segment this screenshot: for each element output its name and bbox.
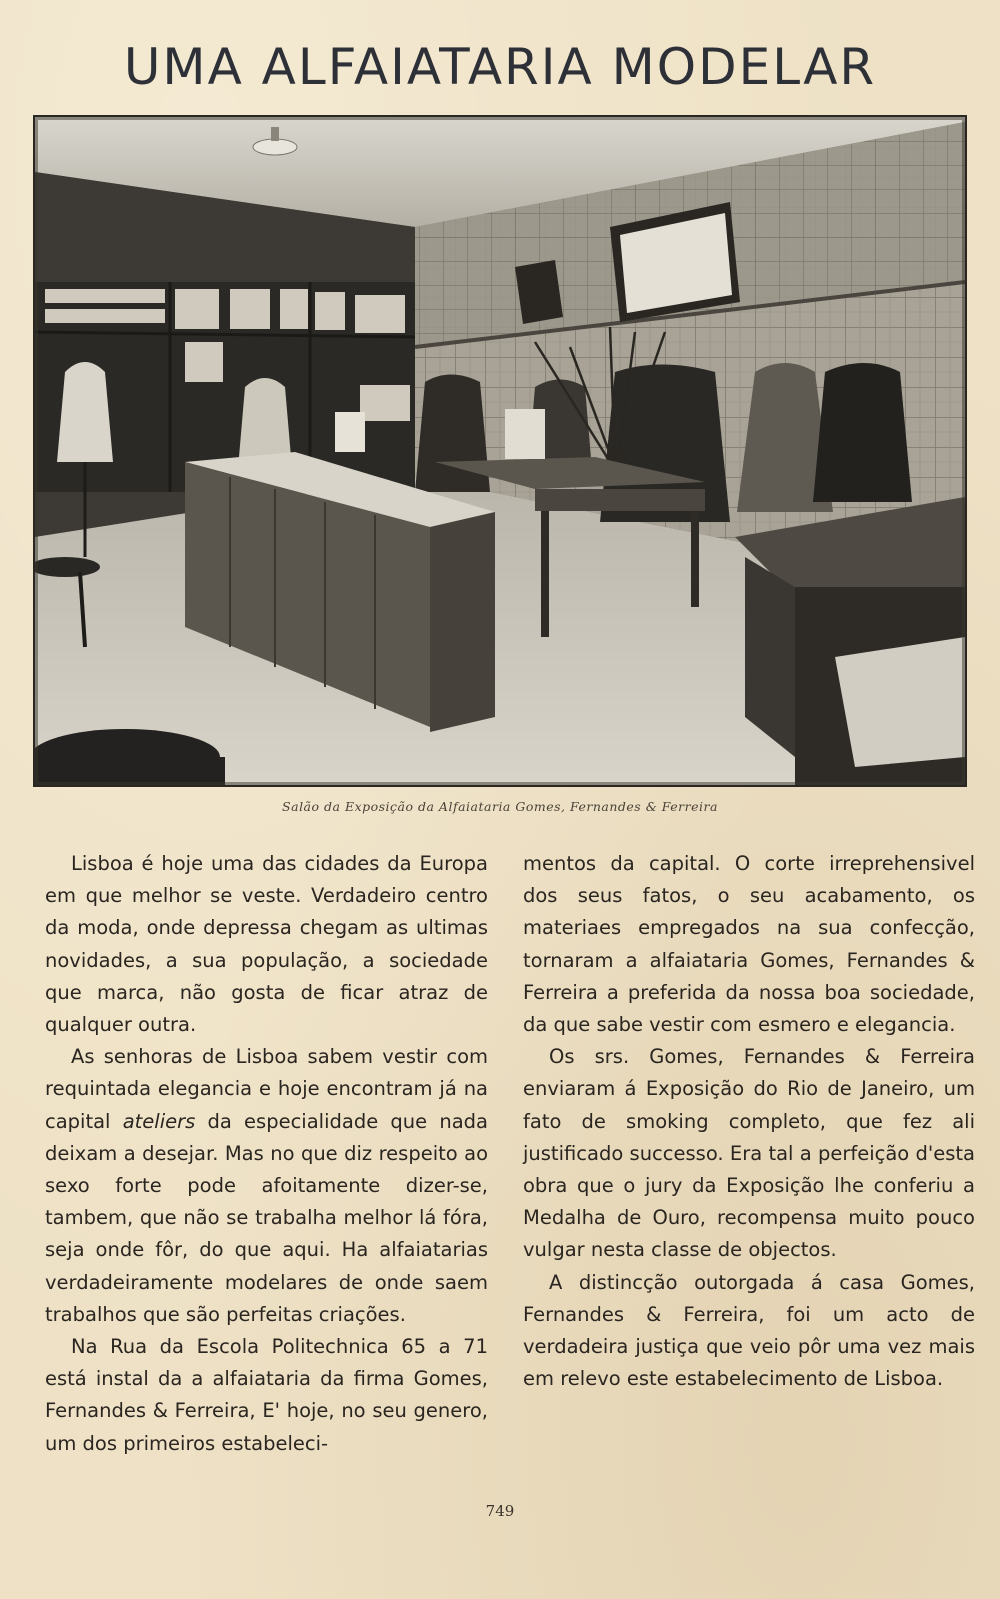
paragraph: Na Rua da Escola Politechnica 65 a 71 está instal da a alfaiataria da firma Gomes, Fernandes & Ferreira, E' hoje, no seu genero, um dos primeiros estabeleci- [45, 1335, 488, 1455]
paragraph: Os srs. Gomes, Fernandes & Ferreira enviaram á Exposição do Rio de Janeiro, um fato de smoking completo, que fez ali justificado successo. Era tal a perfeição d'esta obra que o jury da Exposição lhe conferiu a Medalha de Ouro, recompensa muito pouco vulgar nesta classe de objectos. [523, 1045, 975, 1262]
page-number: 749 [485, 1502, 515, 1520]
shop-photograph [33, 115, 967, 787]
article-title: UMA ALFAIATARIA MODELAR [123, 38, 877, 96]
paragraph: A distincção outorgada á casa Gomes, Fernandes & Ferreira, foi um acto de verdadeira justiça que veio pôr uma vez mais em relevo este estabelecimento de Lisboa. [523, 1270, 975, 1391]
paragraph-text: da especialidade que nada deixam a desejar. Mas no que diz respeito ao sexo forte pode afoitamente dizer-se, tambem, que não se trabalha melhor lá fóra, seja onde fôr, do que aqui. Ha alfaiatarias verdadeiramente modelares de onde saem trabalhos que são perfeitas criações. [45, 1109, 488, 1326]
paragraph-text: As senhoras de Lisboa sabem vestir com requintada elegancia e hoje encontram já na capital [45, 1045, 488, 1133]
paragraph-continuation: mentos da capital. O corte irreprehensivel dos seus fatos, o seu acabamento, os materiaes empregados na sua confecção, tornaram a alfaiataria Gomes, Fernandes & Ferreira a preferida da nossa boa sociedade, da que sabe vestir com esmero e elegancia. [523, 852, 975, 1037]
article-column-right [523, 848, 975, 1395]
italic-word: ateliers [122, 1109, 196, 1133]
paragraph [45, 1041, 488, 1331]
article-column-left [45, 848, 488, 1460]
paragraph: Lisboa é hoje uma das cidades da Europa em que melhor se veste. Verdadeiro centro da moda, onde depressa chegam as ultimas novidades, a sua população, a sociedade que marca, não gosta de ficar atraz de qualquer outra. [45, 852, 488, 1037]
photo-caption: Salão da Exposição da Alfaiataria Gomes, Fernandes & Ferreira [282, 799, 718, 814]
